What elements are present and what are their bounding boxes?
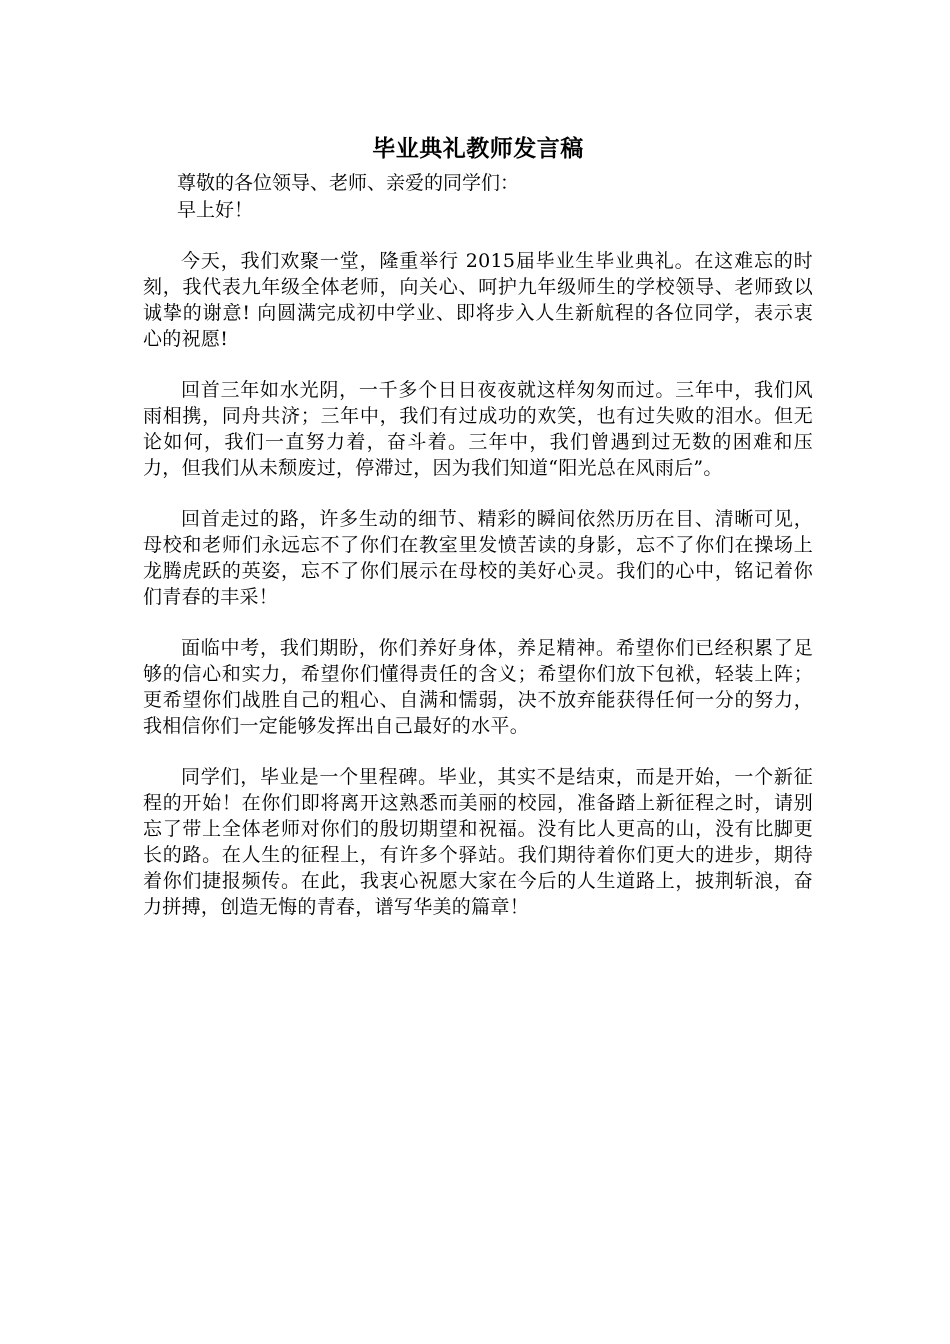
greeting-line: 早上好！ — [177, 199, 254, 221]
paragraph: 今天，我们欢聚一堂，隆重举行 2015届毕业生毕业典礼。在这难忘的时刻，我代表九年级全体老师，向关心、呵护九年级师生的学校领导、老师致以诚挚的谢意! 向圆满完成初中学业、即将步入人生新航程的各位同学，表示衷心的祝愿! — [143, 250, 813, 350]
paragraph: 面临中考，我们期盼，你们养好身体，养足精神。希望你们已经积累了足够的信心和实力，希望你们懂得责任的含义；希望你们放下包袱，轻装上阵；更希望你们战胜自己的粗心、自满和懦弱，决不放弃能获得任何一分的努力，我相信你们一定能够发挥出自己最好的水平。 — [143, 637, 813, 737]
paragraph: 回首走过的路，许多生动的细节、精彩的瞬间依然历历在目、清晰可见，母校和老师们永远忘不了你们在教室里发愤苦读的身影，忘不了你们在操场上龙腾虎跃的英姿，忘不了你们展示在母校的美好心灵。我们的心中，铭记着你们青春的丰采！ — [143, 508, 813, 608]
document-title: 毕业典礼教师发言稿 — [372, 135, 584, 162]
spacer — [143, 224, 813, 248]
document-page — [143, 132, 813, 945]
paragraph: 回首三年如水光阴，一千多个日日夜夜就这样匆匆而过。三年中，我们风雨相携，同舟共济；三年中，我们有过成功的欢笑，也有过失败的泪水。但无论如何，我们一直努力着，奋斗着。三年中，我们曾遇到过无数的困难和压力，但我们从未颓废过，停滞过，因为我们知道“阳光总在风雨后”。 — [143, 379, 813, 479]
paragraph: 同学们，毕业是一个里程碑。毕业，其实不是结束，而是开始，一个新征程的开始！在你们即将离开这熟悉而美丽的校园，准备踏上新征程之时，请别忘了带上全体老师对你们的殷切期望和祝福。没有比人更高的山，没有比脚更长的路。在人生的征程上，有许多个驿站。我们期待着你们更大的进步，期待着你们捷报频传。在此，我衷心祝愿大家在今后的人生道路上，披荆斩浪，奋力拼搏，创造无悔的青春，谱写华美的篇章！ — [143, 766, 813, 918]
salutation-line: 尊敬的各位领导、老师、亲爱的同学们： — [177, 172, 520, 194]
